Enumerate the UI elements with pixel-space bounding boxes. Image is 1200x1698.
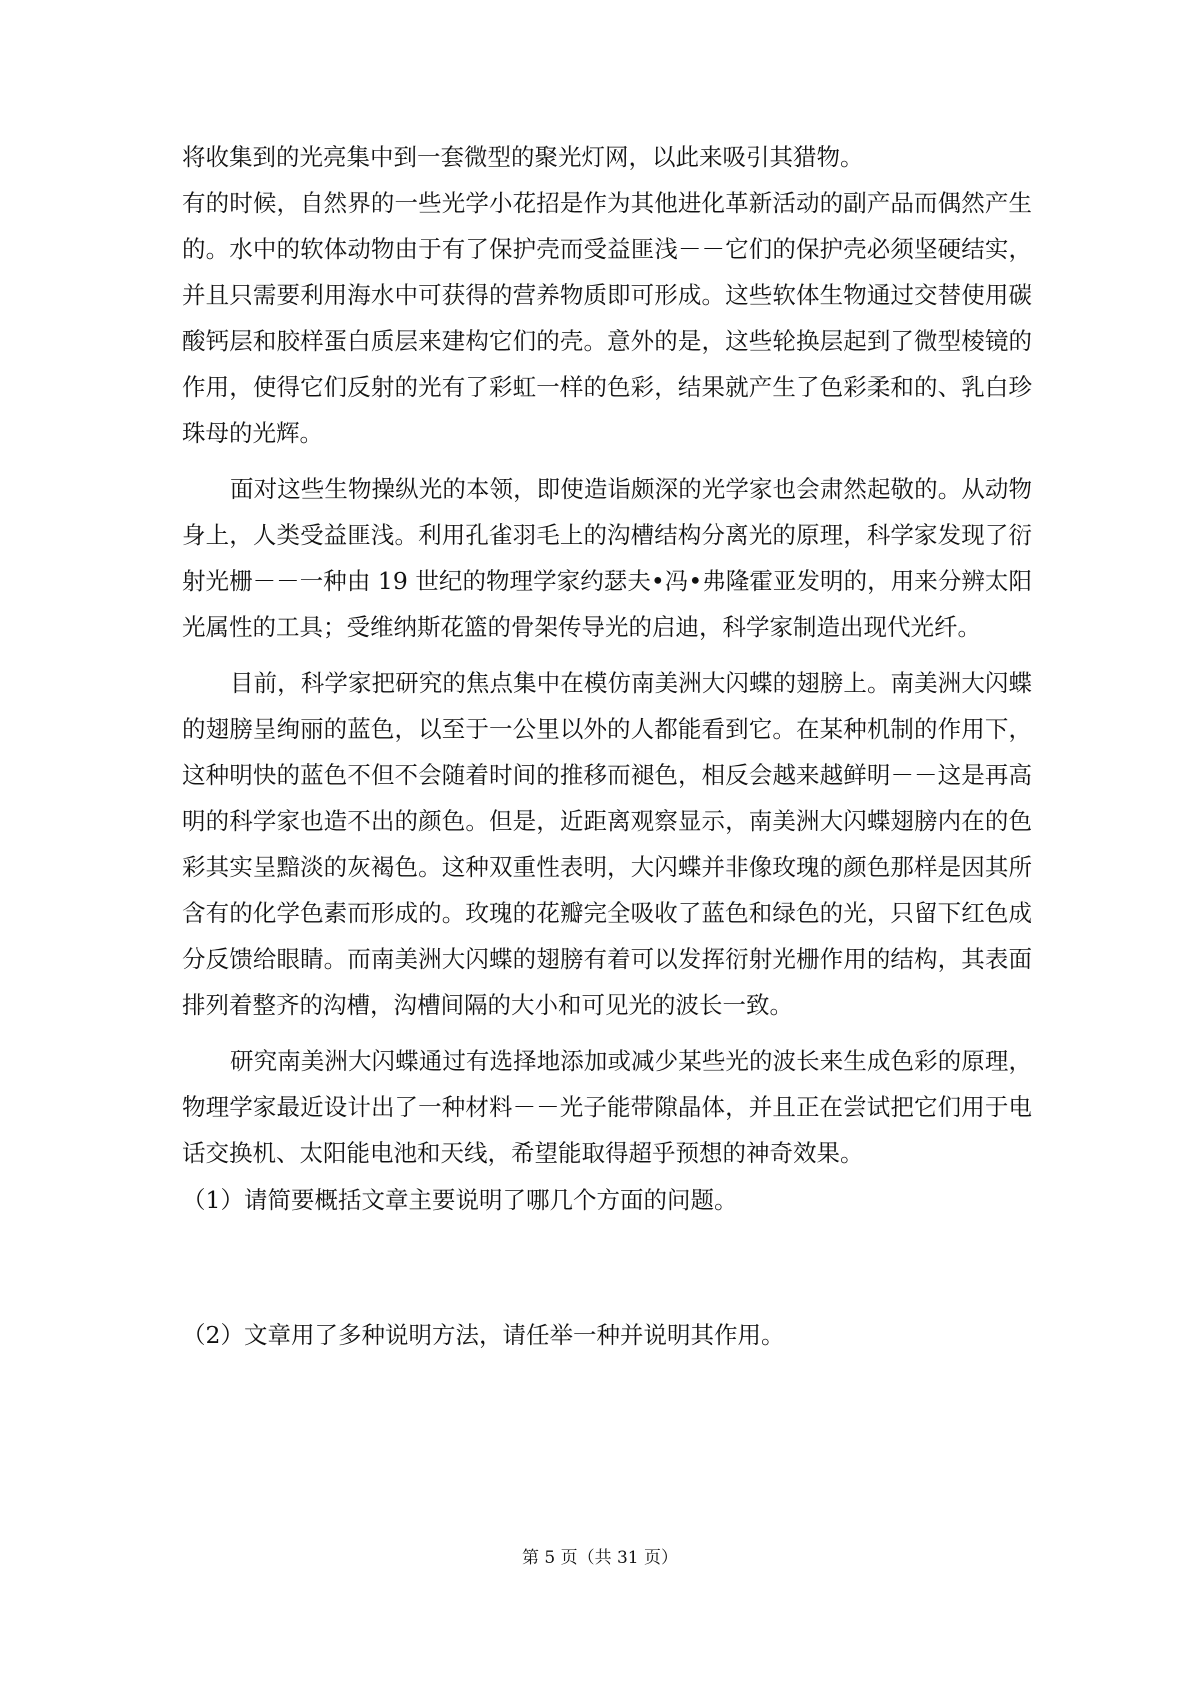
paragraph-5: 研究南美洲大闪蝶通过有选择地添加或减少某些光的波长来生成色彩的原理，物理学家最近设计出了一种材料－－光子能带隙晶体，并且正在尝试把它们用于电话交换机、太阳能电池和天线，希望能取得超乎预想的神奇效果。 — [182, 1047, 1032, 1167]
paragraph-3: 面对这些生物操纵光的本领，即使造诣颇深的光学家也会肃然起敬的。从动物身上，人类受益匪浅。利用孔雀羽毛上的沟槽结构分离光的原理，科学家发现了衍射光栅－－一种由 19 世纪的物理学家约瑟夫•冯•弗隆霍亚发明的，用来分辨太阳光属性的工具；受维纳斯花篮的骨架传导光的启迪，科学家制造出现代光纤。 — [182, 475, 1032, 641]
paragraph-4: 目前，科学家把研究的焦点集中在模仿南美洲大闪蝶的翅膀上。南美洲大闪蝶的翅膀呈绚丽的蓝色，以至于一公里以外的人都能看到它。在某种机制的作用下，这种明快的蓝色不但不会随着时间的推移而褪色，相反会越来越鲜明－－这是再高明的科学家也造不出的颜色。但是，近距离观察显示，南美洲大闪蝶翅膀内在的色彩其实呈黯淡的灰褐色。这种双重性表明，大闪蝶并非像玫瑰的颜色那样是因其所含有的化学色素而形成的。玫瑰的花瓣完全吸收了蓝色和绿色的光，只留下红色成分反馈给眼睛。而南美洲大闪蝶的翅膀有着可以发挥衍射光栅作用的结构，其表面排列着整齐的沟槽，沟槽间隔的大小和可见光的波长一致。 — [182, 669, 1032, 1019]
question-1: （1）请简要概括文章主要说明了哪几个方面的问题。 — [182, 1186, 738, 1214]
paragraph-1: 将收集到的光亮集中到一套微型的聚光灯网，以此来吸引其猎物。 — [182, 143, 864, 171]
question-2: （2）文章用了多种说明方法，请任举一种并说明其作用。 — [182, 1321, 785, 1349]
page-number: 第 5 页（共 31 页） — [521, 1548, 679, 1568]
passage-body — [182, 134, 1032, 1176]
paragraph-2: 有的时候，自然界的一些光学小花招是作为其他进化革新活动的副产品而偶然产生的。水中的软体动物由于有了保护壳而受益匪浅－－它们的保护壳必须坚硬结实，并且只需要利用海水中可获得的营养物质即可形成。这些软体生物通过交替使用碳酸钙层和胶样蛋白质层来建构它们的壳。意外的是，这些轮换层起到了微型棱镜的作用，使得它们反射的光有了彩虹一样的色彩，结果就产生了色彩柔和的、乳白珍珠母的光辉。 — [182, 189, 1032, 447]
